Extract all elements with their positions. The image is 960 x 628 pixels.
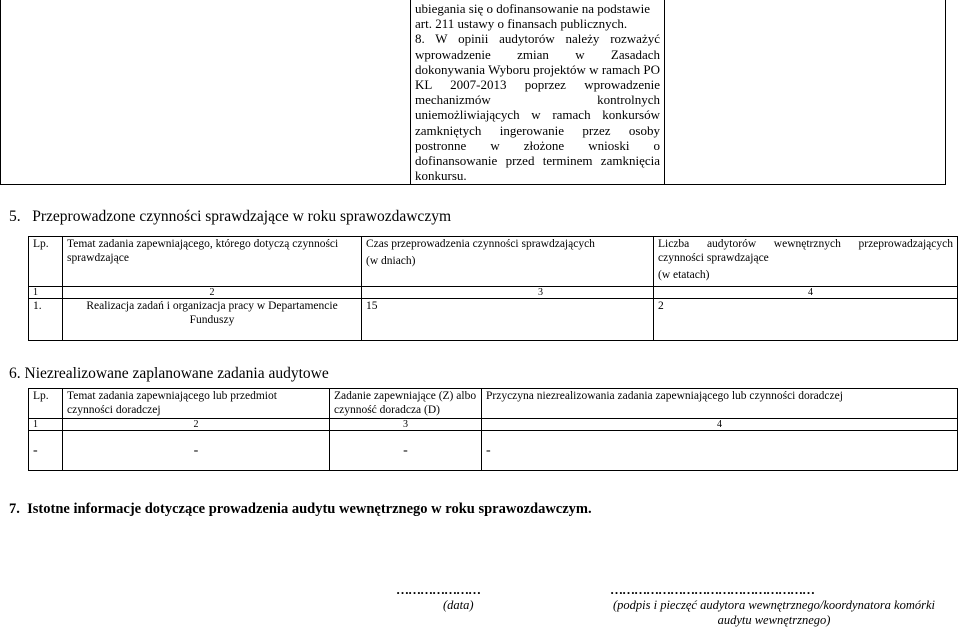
section6-table bbox=[28, 388, 958, 471]
top-empty-cell-right bbox=[665, 0, 946, 184]
s5-header-liczba bbox=[654, 237, 958, 287]
date-dots: ………………… bbox=[396, 582, 480, 597]
top-item-8: 8. W opinii audytorów należy rozważyć wprowadzenie zmian w Zasadach dokonywania Wyboru projektów w ramach PO KL 2007-2013 poprzez wprowadzenie mechanizmów kontrolnych uniemożliwiających w ramach konkursów zamkniętych ingerowanie przez osoby postronne w złożone wnioski o dofinansowanie przed terminem zamknięcia konkursu. bbox=[415, 31, 660, 184]
s6-header-lp: Lp. bbox=[29, 389, 63, 419]
s6-header-zadanie: Zadanie zapewniające (Z) albo czynność doradcza (D) bbox=[330, 389, 482, 419]
signature-dots: …………………………………………… bbox=[610, 582, 814, 597]
s6-num-4: 4 bbox=[482, 419, 958, 431]
s5-header-liczba-unit: (w etatach) bbox=[658, 269, 710, 281]
s6-row-c1: - bbox=[29, 431, 63, 471]
s5-num-3: 3 bbox=[362, 287, 654, 299]
top-line-1: ubiegania się o dofinansowanie na podstawie art. 211 ustawy o finansach publicznych. bbox=[415, 1, 651, 32]
s5-row-czas: 15 bbox=[362, 299, 654, 341]
s5-header-czas bbox=[362, 237, 654, 287]
s5-num-4: 4 bbox=[654, 287, 958, 299]
s6-row-c3: - bbox=[330, 431, 482, 471]
top-continuation-table bbox=[0, 0, 946, 185]
section6-heading: 6. Niezrealizowane zaplanowane zadania audytowe bbox=[9, 365, 329, 382]
section7-heading: 7. Istotne informacje dotyczące prowadzenia audytu wewnętrznego w roku sprawozdawczym. bbox=[9, 501, 592, 517]
s6-num-3: 3 bbox=[330, 419, 482, 431]
s6-row-c4: - bbox=[482, 431, 958, 471]
s5-num-1: 1 bbox=[29, 287, 63, 299]
top-text-cell bbox=[411, 0, 665, 184]
s5-header-czas-text: Czas przeprowadzenia czynności sprawdzających bbox=[366, 238, 595, 250]
section5-table bbox=[28, 236, 958, 341]
s5-row-temat: Realizacja zadań i organizacja pracy w Departamencie Funduszy bbox=[63, 299, 362, 341]
top-empty-cell bbox=[1, 0, 411, 184]
s5-row-liczba: 2 bbox=[654, 299, 958, 341]
s6-header-przyczyna: Przyczyna niezrealizowania zadania zapewniającego lub czynności doradczej bbox=[482, 389, 958, 419]
s5-header-lp: Lp. bbox=[29, 237, 63, 287]
s5-header-liczba-text: Liczba audytorów wewnętrznych przeprowadzających czynności sprawdzające bbox=[658, 238, 953, 264]
section5-heading: 5. Przeprowadzone czynności sprawdzające w roku sprawozdawczym bbox=[9, 208, 451, 225]
date-label: (data) bbox=[443, 598, 474, 612]
signature-label: (podpis i pieczęć audytora wewnętrznego/koordynatora komórki audytu wewnętrznego) bbox=[612, 598, 936, 627]
s5-row-lp: 1. bbox=[29, 299, 63, 341]
s5-num-2: 2 bbox=[63, 287, 362, 299]
s6-num-1: 1 bbox=[29, 419, 63, 431]
s6-row-c2: - bbox=[63, 431, 330, 471]
s5-header-temat: Temat zadania zapewniającego, którego dotyczą czynności sprawdzające bbox=[63, 237, 362, 287]
s6-num-2: 2 bbox=[63, 419, 330, 431]
s6-header-temat: Temat zadania zapewniającego lub przedmiot czynności doradczej bbox=[63, 389, 330, 419]
s5-header-czas-unit: (w dniach) bbox=[366, 255, 416, 267]
